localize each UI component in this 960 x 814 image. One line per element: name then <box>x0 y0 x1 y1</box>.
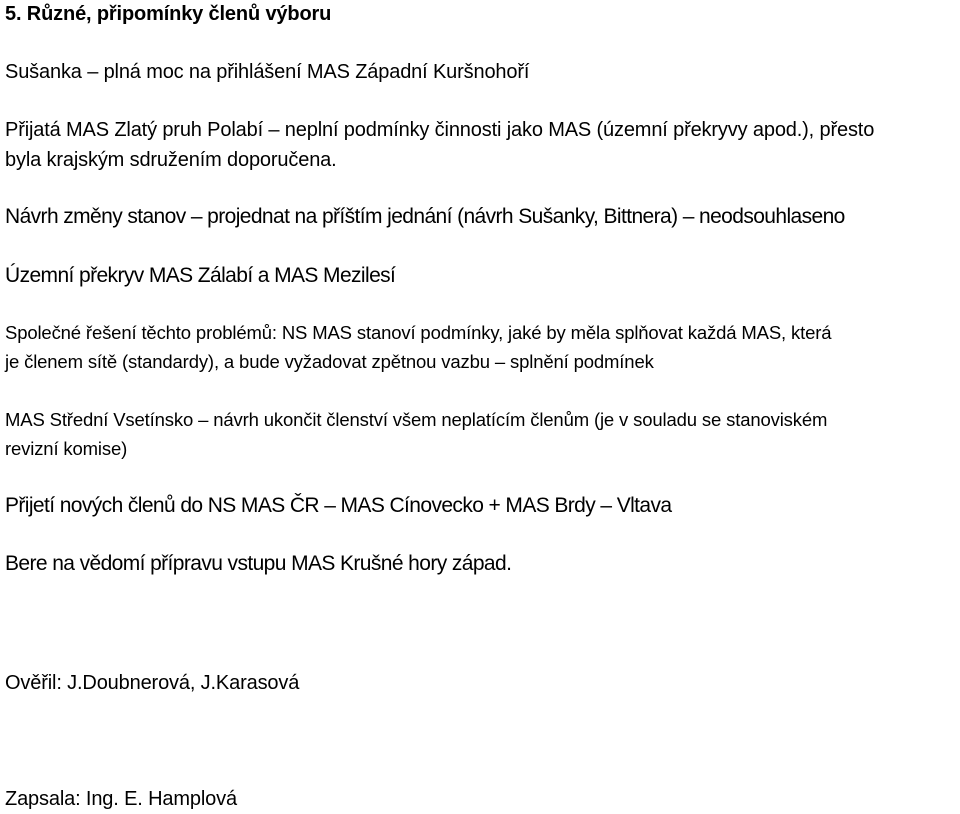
paragraph-mas-stredni-vsetinsko-line-2: revizní komise) <box>5 438 128 459</box>
section-heading: 5. Různé, připomínky členů výboru <box>5 3 332 25</box>
paragraph-krusne-hory-preparation: Bere na vědomí přípravu vstupu MAS Krušné hory západ. <box>5 552 512 575</box>
paragraph-territorial-overlap: Územní překryv MAS Zálabí a MAS Mezilesí <box>5 264 396 287</box>
paragraph-statute-change: Návrh změny stanov – projednat na příštím jednání (návrh Sušanky, Bittnera) – neodsouhlaseno <box>5 205 845 228</box>
paragraph-mas-stredni-vsetinsko-line-1: MAS Střední Vsetínsko – návrh ukončit členství všem neplatícím členům (je v souladu se stanoviském <box>5 409 828 430</box>
paragraph-susanka-power-of-attorney: Sušanka – plná moc na přihlášení MAS Západní Kuršnohoří <box>5 61 530 83</box>
paragraph-common-solution-line-2: je členem sítě (standardy), a bude vyžadovat zpětnou vazbu – splnění podmínek <box>5 351 654 372</box>
paragraph-common-solution-line-1: Společné řešení těchto problémů: NS MAS stanoví podmínky, jaké by měla splňovat každá MAS, která <box>5 322 832 343</box>
paragraph-mas-zlaty-pruh-line-1: Přijatá MAS Zlatý pruh Polabí – neplní podmínky činnosti jako MAS (územní překryvy apod.), přesto <box>5 119 875 141</box>
recorded-by: Zapsala: Ing. E. Hamplová <box>5 788 237 810</box>
paragraph-mas-zlaty-pruh-line-2: byla krajským sdružením doporučena. <box>5 149 337 171</box>
verified-by: Ověřil: J.Doubnerová, J.Karasová <box>5 672 300 694</box>
paragraph-new-members: Přijetí nových členů do NS MAS ČR – MAS Cínovecko + MAS Brdy – Vltava <box>5 494 672 517</box>
